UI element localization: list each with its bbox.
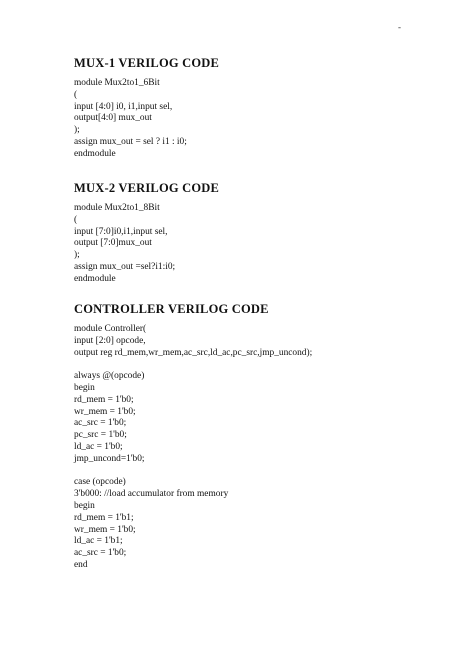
- code-line: output[4:0] mux_out: [74, 113, 152, 124]
- code-line: (: [74, 89, 78, 100]
- code-line: assign mux_out = sel ? i1 : i0;: [74, 136, 187, 147]
- code-line: assign mux_out =sel?i1:i0;: [74, 261, 176, 272]
- code-line: [74, 466, 434, 478]
- code-line: pc_src = 1'b0;: [74, 430, 127, 441]
- mux2-heading: MUX-2 VERILOG CODE: [74, 181, 220, 195]
- mux2-section: [74, 181, 434, 286]
- code-line: output reg rd_mem,wr_mem,ac_src,ld_ac,pc_src,jmp_uncond);: [74, 347, 313, 358]
- code-line: output [7:0]mux_out: [74, 238, 152, 249]
- mux1-code-block: [74, 78, 434, 161]
- code-line: [74, 359, 434, 371]
- code-line: input [2:0] opcode,: [74, 335, 146, 346]
- code-line: ac_src = 1'b0;: [74, 418, 127, 429]
- code-line: end: [74, 559, 88, 570]
- code-line: wr_mem = 1'b0;: [74, 406, 136, 417]
- controller-code-block: [74, 324, 434, 572]
- page-mark: -: [398, 22, 401, 32]
- code-line: (: [74, 214, 78, 225]
- code-line: ld_ac = 1'b1;: [74, 536, 123, 547]
- code-line: begin: [74, 382, 95, 393]
- controller-section: [74, 302, 434, 572]
- mux1-section: [74, 56, 434, 161]
- code-line: rd_mem = 1'b0;: [74, 394, 134, 405]
- code-line: 3'b000: //load accumulator from memory: [74, 489, 229, 500]
- code-line: endmodule: [74, 273, 116, 284]
- code-line: module Controller(: [74, 324, 147, 334]
- code-line: module Mux2to1_6Bit: [74, 78, 160, 88]
- code-line: );: [74, 125, 80, 136]
- code-line: wr_mem = 1'b0;: [74, 524, 136, 535]
- controller-heading: CONTROLLER VERILOG CODE: [74, 302, 269, 316]
- mux1-heading: MUX-1 VERILOG CODE: [74, 56, 220, 70]
- code-line: input [4:0] i0, i1,input sel,: [74, 101, 173, 112]
- code-line: jmp_uncond=1'b0;: [74, 453, 145, 464]
- code-line: );: [74, 250, 80, 261]
- code-line: ac_src = 1'b0;: [74, 548, 127, 559]
- code-line: always @(opcode): [74, 371, 145, 382]
- code-line: input [7:0]i0,i1,input sel,: [74, 226, 168, 237]
- code-line: endmodule: [74, 148, 116, 159]
- code-line: rd_mem = 1'b1;: [74, 512, 134, 523]
- code-line: ld_ac = 1'b0;: [74, 441, 123, 452]
- code-line: module Mux2to1_8Bit: [74, 203, 160, 213]
- mux2-code-block: [74, 203, 434, 286]
- code-line: begin: [74, 500, 95, 511]
- code-line: case (opcode): [74, 477, 126, 488]
